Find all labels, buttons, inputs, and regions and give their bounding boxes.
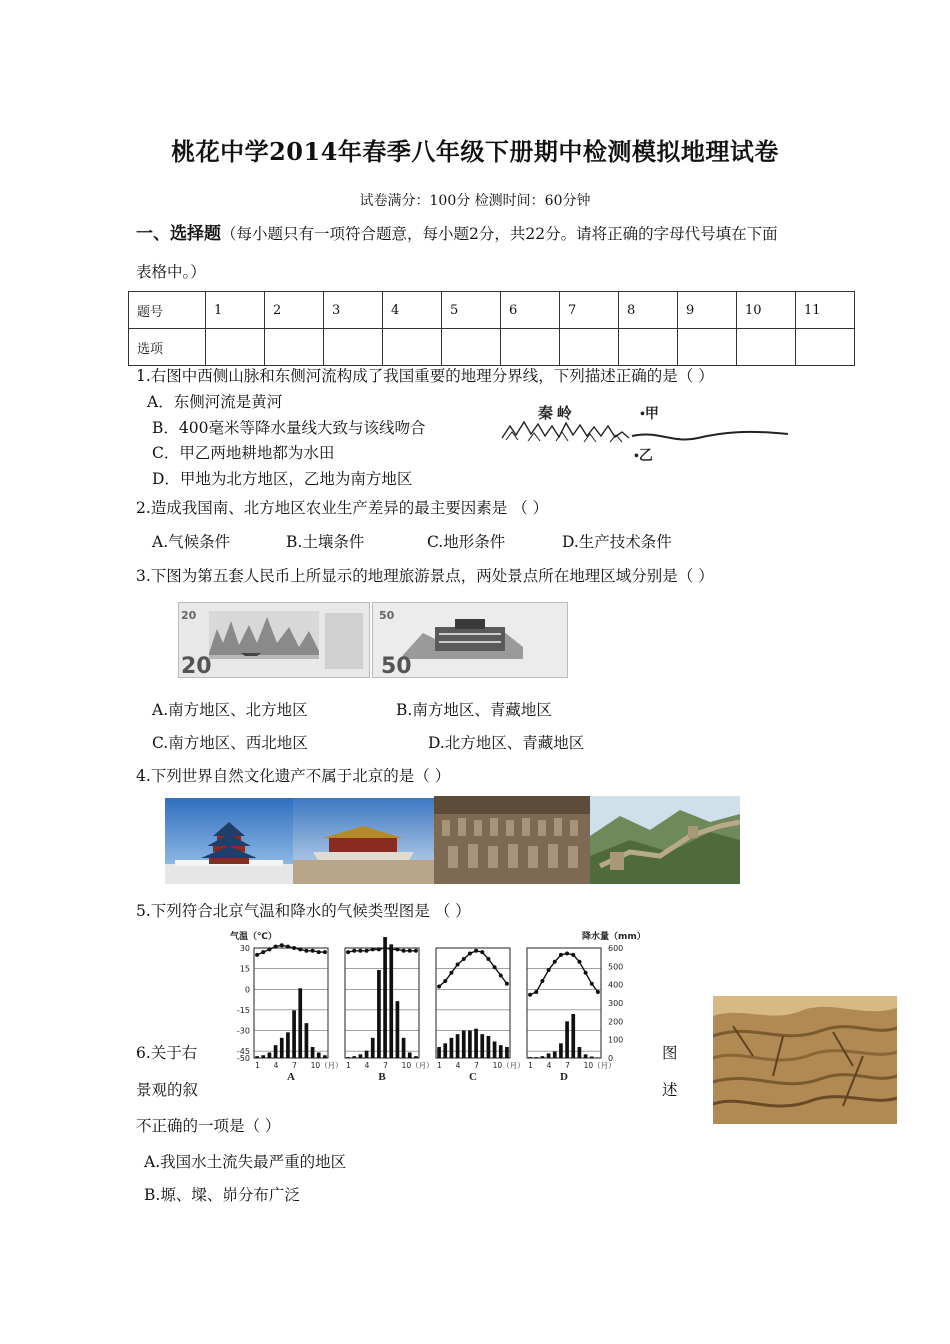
question-2-stem: 2.造成我国南、北方地区农业生产差异的最主要因素是 （ ） xyxy=(136,499,549,517)
table-cell: 5 xyxy=(442,292,501,329)
precipitation-bar xyxy=(286,1032,290,1058)
temperature-point xyxy=(274,945,278,949)
left-tick-label: -15 xyxy=(236,1005,250,1015)
section-heading: 一、选择题 xyxy=(136,224,221,244)
page-title: 桃花中学2014年春季八年级下册期中检测模拟地理试卷 xyxy=(171,137,779,166)
panel-label: A xyxy=(287,1071,295,1083)
temperature-point xyxy=(499,974,503,978)
precipitation-bar xyxy=(311,1047,315,1058)
temperature-point xyxy=(414,949,418,953)
forbidden-city-icon xyxy=(293,798,434,884)
temperature-point xyxy=(389,947,393,951)
left-tick-label: -30 xyxy=(236,1026,250,1036)
precipitation-bar xyxy=(414,1056,418,1058)
precipitation-bar xyxy=(402,1038,406,1058)
guilin-scene-icon xyxy=(179,603,369,677)
question-2-option-c: C.地形条件 xyxy=(427,533,506,551)
table-row xyxy=(129,292,855,329)
x-tick-label: 10（月） xyxy=(583,1061,616,1070)
qinling-map-svg xyxy=(498,402,793,466)
section-instruction-line2: 表格中。） xyxy=(136,263,206,281)
x-tick-label: 10（月） xyxy=(492,1061,525,1070)
precipitation-bar xyxy=(280,1038,284,1058)
temperature-point xyxy=(449,971,453,975)
chart-frame xyxy=(436,948,510,1058)
precipitation-bar xyxy=(565,1021,569,1058)
temple-of-heaven-image xyxy=(165,798,293,884)
temperature-point xyxy=(304,949,308,953)
great-wall-icon xyxy=(590,796,740,884)
precipitation-bar xyxy=(408,1053,412,1059)
temperature-point xyxy=(352,949,356,953)
question-5-stem: 5.下列符合北京气温和降水的气候类型图是 （ ） xyxy=(136,902,471,920)
question-6-option-b: B.塬、墚、峁分布广泛 xyxy=(144,1186,300,1204)
question-3-option-c: C.南方地区、西北地区 xyxy=(152,734,308,752)
temperature-point xyxy=(596,990,600,994)
table-cell: 7 xyxy=(560,292,619,329)
left-tick-label: 30 xyxy=(239,944,250,953)
great-wall-image xyxy=(590,796,740,884)
precipitation-bar xyxy=(553,1052,557,1058)
precipitation-bar xyxy=(298,988,302,1058)
temperature-point xyxy=(565,952,569,956)
banknote-50-image xyxy=(372,602,568,678)
right-tick-label: 300 xyxy=(608,999,624,1008)
precipitation-bar xyxy=(505,1047,509,1058)
potala-scene-icon xyxy=(373,603,567,677)
precipitation-bar xyxy=(462,1031,466,1059)
temperature-point xyxy=(437,985,441,989)
x-tick-label: 1 xyxy=(437,1061,442,1070)
answer-cell[interactable] xyxy=(265,329,324,366)
precipitation-bar xyxy=(528,1057,532,1058)
panel-label: C xyxy=(469,1071,477,1083)
right-tick-label: 400 xyxy=(608,980,624,990)
answer-cell[interactable] xyxy=(678,329,737,366)
question-6-stem-part4: 述 xyxy=(662,1081,678,1099)
x-tick-label: 4 xyxy=(546,1061,552,1070)
answer-cell[interactable] xyxy=(442,329,501,366)
precipitation-bar xyxy=(292,1010,296,1058)
question-2-option-d: D.生产技术条件 xyxy=(562,533,672,551)
temperature-point xyxy=(261,950,265,954)
left-tick-label: 0 xyxy=(244,985,250,995)
temperature-point xyxy=(317,950,321,954)
x-tick-label: 1 xyxy=(255,1061,260,1070)
banknote-20-image xyxy=(178,602,370,678)
table-cell: 题号 xyxy=(129,292,206,329)
precipitation-bar xyxy=(365,1051,369,1058)
temperature-line xyxy=(348,948,416,952)
precipitation-bar xyxy=(437,1047,441,1058)
mountain-range-icon xyxy=(502,422,629,438)
temperature-point xyxy=(547,968,551,972)
precipitation-bar xyxy=(596,1057,600,1058)
left-tick-label: -45 xyxy=(236,1047,250,1057)
precipitation-bar xyxy=(474,1029,478,1058)
precipitation-bar xyxy=(499,1045,503,1058)
precipitation-bar xyxy=(468,1031,472,1059)
temperature-point xyxy=(365,949,369,953)
table-cell: 1 xyxy=(206,292,265,329)
x-tick-label: 10（月） xyxy=(310,1061,343,1070)
temperature-point xyxy=(584,971,588,975)
point-north-label: •甲 xyxy=(640,407,659,422)
precipitation-bar xyxy=(359,1054,363,1058)
table-cell: 6 xyxy=(501,292,560,329)
right-tick-label: 0 xyxy=(608,1054,614,1063)
question-6-option-a: A.我国水土流失最严重的地区 xyxy=(144,1153,347,1171)
banknote-20-corner-value: 20 xyxy=(181,609,197,622)
temperature-point xyxy=(346,950,350,954)
temperature-line xyxy=(257,945,325,955)
temperature-point xyxy=(292,946,296,950)
x-tick-label: 7 xyxy=(565,1061,570,1070)
qinling-map xyxy=(498,402,793,466)
question-6-stem-part5: 不正确的一项是（ ） xyxy=(136,1117,281,1135)
precipitation-bar xyxy=(261,1055,265,1058)
loess-plateau-icon xyxy=(713,996,897,1124)
answer-cell[interactable] xyxy=(560,329,619,366)
temperature-point xyxy=(577,960,581,964)
panel-label: B xyxy=(378,1071,386,1083)
table-cell: 9 xyxy=(678,292,737,329)
temperature-point xyxy=(298,947,302,951)
precipitation-bar xyxy=(571,1014,575,1058)
table-row xyxy=(129,329,855,366)
right-axis-title: 降水量（mm） xyxy=(582,932,640,942)
right-tick-label: 600 xyxy=(608,944,624,953)
question-3-option-a: A.南方地区、北方地区 xyxy=(152,701,308,719)
temperature-point xyxy=(456,963,460,967)
question-6-stem-part3: 景观的叙 xyxy=(136,1081,199,1099)
answer-cell[interactable] xyxy=(324,329,383,366)
temperature-point xyxy=(505,982,509,986)
chart-frame xyxy=(527,948,601,1058)
precipitation-bar xyxy=(480,1034,484,1058)
section-instruction xyxy=(136,224,778,244)
banknote-50-value: 50 xyxy=(381,654,412,677)
temperature-point xyxy=(395,947,399,951)
temperature-point xyxy=(280,943,284,947)
table-cell: 11 xyxy=(796,292,855,329)
answer-cell[interactable] xyxy=(619,329,678,366)
left-tick-label: -50 xyxy=(236,1054,250,1063)
table-cell: 3 xyxy=(324,292,383,329)
terracotta-warriors-image xyxy=(434,796,590,884)
table-cell: 2 xyxy=(265,292,324,329)
temperature-line xyxy=(530,954,598,995)
precipitation-bar xyxy=(255,1056,259,1058)
answer-cell[interactable] xyxy=(737,329,796,366)
precipitation-bar xyxy=(456,1034,460,1058)
temperature-point xyxy=(493,965,497,969)
x-tick-label: 10（月） xyxy=(401,1061,434,1070)
temperature-point xyxy=(590,982,594,986)
river-icon xyxy=(632,432,788,440)
precipitation-bar xyxy=(450,1038,454,1058)
chart-frame xyxy=(345,948,419,1058)
mountain-label: 秦 岭 xyxy=(538,406,572,422)
climate-charts xyxy=(228,928,640,1088)
temperature-point xyxy=(286,945,290,949)
precipitation-bar xyxy=(389,944,393,1058)
temperature-point xyxy=(553,960,557,964)
temperature-point xyxy=(377,947,381,951)
right-tick-label: 100 xyxy=(608,1035,624,1045)
left-tick-label: 15 xyxy=(239,964,250,974)
precipitation-bar xyxy=(323,1055,327,1058)
question-1-stem: 1.右图中西侧山脉和东侧河流构成了我国重要的地理分界线，下列描述正确的是（ ） xyxy=(136,367,714,385)
forbidden-city-image xyxy=(293,798,434,884)
precipitation-bar xyxy=(317,1053,321,1059)
question-3-stem: 3.下图为第五套人民币上所显示的地理旅游景点，两处景点所在地理区域分别是（ ） xyxy=(136,567,714,585)
temperature-point xyxy=(358,949,362,953)
right-tick-label: 200 xyxy=(608,1017,624,1027)
table-cell: 选项 xyxy=(129,329,206,366)
temperature-point xyxy=(371,947,375,951)
precipitation-bar xyxy=(383,937,387,1058)
answer-cell[interactable] xyxy=(383,329,442,366)
precipitation-bar xyxy=(584,1054,588,1058)
precipitation-bar xyxy=(547,1053,551,1058)
temple-of-heaven-icon xyxy=(165,798,293,884)
answer-table xyxy=(128,291,855,366)
precipitation-bar xyxy=(541,1056,545,1058)
right-tick-label: 500 xyxy=(608,962,624,972)
x-tick-label: 1 xyxy=(346,1061,351,1070)
x-tick-label: 7 xyxy=(474,1061,479,1070)
left-axis-title: 气温（℃） xyxy=(230,932,277,942)
question-6-stem-part1: 6.关于右 xyxy=(136,1044,198,1062)
loess-plateau-image xyxy=(713,996,897,1124)
precipitation-bar xyxy=(578,1047,582,1058)
precipitation-bar xyxy=(274,1045,278,1058)
question-1-option-b: B．400毫米等降水量线大致与该线吻合 xyxy=(152,419,426,437)
question-3-option-b: B.南方地区、青藏地区 xyxy=(396,701,552,719)
question-1-option-c: C．甲乙两地耕地都为水田 xyxy=(152,444,335,462)
section-instruction-line1: （每小题只有一项符合题意，每小题2分，共22分。请将正确的字母代号填在下面 xyxy=(221,225,778,243)
temperature-point xyxy=(480,950,484,954)
x-tick-label: 4 xyxy=(455,1061,461,1070)
table-cell: 4 xyxy=(383,292,442,329)
temperature-point xyxy=(408,949,412,953)
precipitation-bar xyxy=(534,1057,538,1058)
temperature-point xyxy=(383,946,387,950)
precipitation-bar xyxy=(487,1036,491,1058)
point-south-label: •乙 xyxy=(634,449,653,464)
precipitation-bar xyxy=(559,1043,563,1058)
temperature-point xyxy=(323,950,327,954)
x-tick-label: 4 xyxy=(273,1061,279,1070)
terracotta-warriors-icon xyxy=(434,796,590,884)
precipitation-bar xyxy=(443,1043,447,1058)
answer-cell[interactable] xyxy=(206,329,265,366)
question-1-option-d: D．甲地为北方地区，乙地为南方地区 xyxy=(152,470,413,488)
temperature-point xyxy=(486,957,490,961)
x-tick-label: 7 xyxy=(292,1061,297,1070)
precipitation-bar xyxy=(377,970,381,1058)
temperature-point xyxy=(255,953,259,957)
temperature-point xyxy=(540,979,544,983)
question-4-stem: 4.下列世界自然文化遗产不属于北京的是（ ） xyxy=(136,767,451,785)
x-tick-label: 1 xyxy=(528,1061,533,1070)
temperature-point xyxy=(468,952,472,956)
mountain-hatching-icon xyxy=(506,432,622,442)
answer-cell[interactable] xyxy=(796,329,855,366)
climate-charts-svg xyxy=(228,928,640,1088)
precipitation-bar xyxy=(493,1042,497,1059)
precipitation-bar xyxy=(371,1038,375,1058)
chart-frame xyxy=(254,948,328,1058)
precipitation-bar xyxy=(590,1057,594,1058)
x-tick-label: 7 xyxy=(383,1061,388,1070)
table-cell: 10 xyxy=(737,292,796,329)
panel-label: D xyxy=(560,1071,568,1083)
precipitation-bar xyxy=(268,1053,272,1059)
question-1-option-a: A．东侧河流是黄河 xyxy=(147,393,283,411)
temperature-point xyxy=(462,957,466,961)
temperature-point xyxy=(402,949,406,953)
temperature-point xyxy=(571,953,575,957)
temperature-point xyxy=(267,947,271,951)
temperature-point xyxy=(534,990,538,994)
question-3-option-d: D.北方地区、青藏地区 xyxy=(428,734,585,752)
precipitation-bar xyxy=(396,1001,400,1058)
banknote-20-value: 20 xyxy=(181,654,212,677)
precipitation-bar xyxy=(346,1057,350,1058)
x-tick-label: 4 xyxy=(364,1061,370,1070)
temperature-point xyxy=(528,993,532,997)
temperature-point xyxy=(311,949,315,953)
temperature-point xyxy=(474,949,478,953)
exam-info: 试卷满分：100分 检测时间：60分钟 xyxy=(359,193,591,209)
question-6-stem-part2: 图 xyxy=(662,1044,678,1062)
table-cell: 8 xyxy=(619,292,678,329)
temperature-point xyxy=(559,953,563,957)
temperature-point xyxy=(443,979,447,983)
banknote-50-corner-value: 50 xyxy=(379,609,395,622)
precipitation-bar xyxy=(305,1023,309,1058)
answer-cell[interactable] xyxy=(501,329,560,366)
precipitation-bar xyxy=(352,1056,356,1058)
question-2-option-a: A.气候条件 xyxy=(152,533,231,551)
question-2-option-b: B.土壤条件 xyxy=(286,533,365,551)
